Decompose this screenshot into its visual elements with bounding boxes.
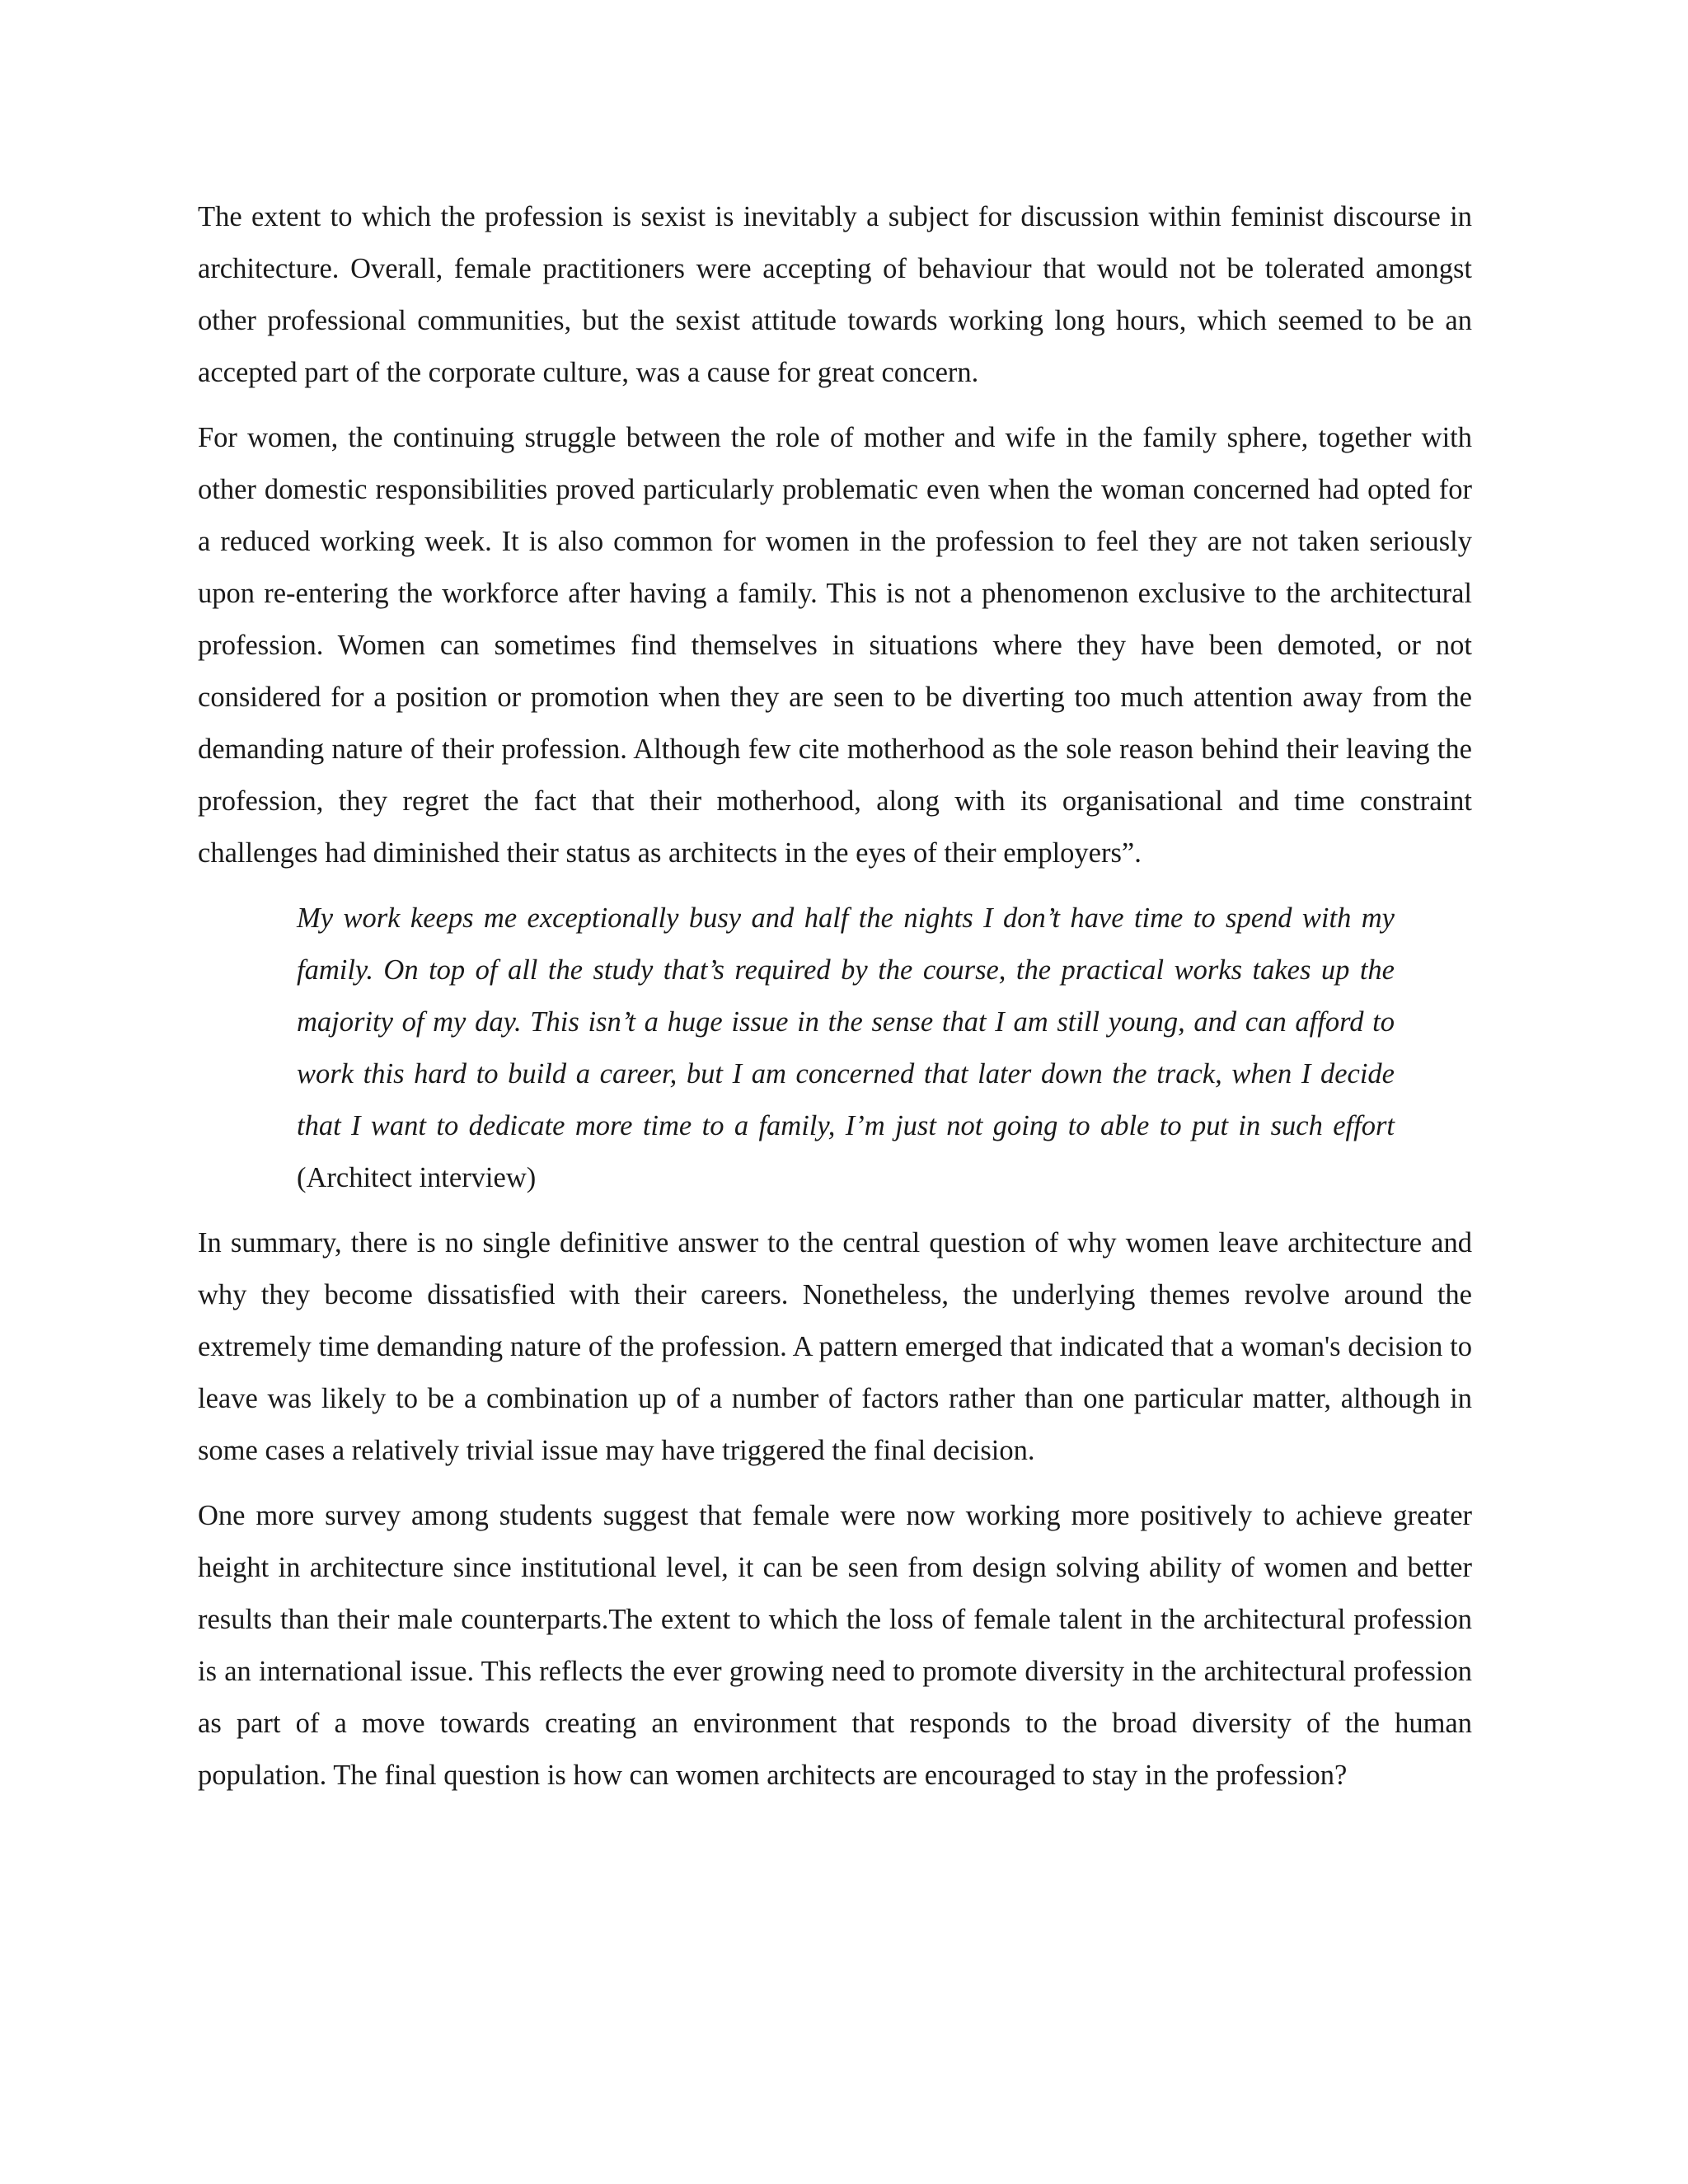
quote-text: My work keeps me exceptionally busy and half the nights I don’t have time to spend with my family. On top of all the study that’s required by the course, the practical works takes up the majority of my day. This isn’t a huge issue in the sense that I am still young, and can afford to work this hard to build a career, but I am concerned that later down the track, when I decide that I want to dedicate more time to a family, I’m just not going to able to put in such effort bbox=[297, 902, 1395, 1141]
quote-attribution: (Architect interview) bbox=[297, 1162, 537, 1193]
block-quote bbox=[198, 893, 1472, 1204]
paragraph-summary: In summary, there is no single definitive answer to the central question of why women leave architecture and why they become dissatisfied with their careers. Nonetheless, the underlying themes revolve around the extremely time demanding nature of the profession. A pattern emerged that indicated that a woman's decision to leave was likely to be a combination up of a number of factors rather than one particular matter, although in some cases a relatively trivial issue may have triggered the final decision. bbox=[198, 1227, 1472, 1466]
paragraph-motherhood: For women, the continuing struggle between the role of mother and wife in the family sphere, together with other domestic responsibilities proved particularly problematic even when the woman concerned had opted for a reduced working week. It is also common for women in the profession to feel they are not taken seriously upon re-entering the workforce after having a family. This is not a phenomenon exclusive to the architectural profession. Women can sometimes find themselves in situations where they have been demoted, or not considered for a position or promotion when they are seen to be diverting too much attention away from the demanding nature of their profession. Although few cite motherhood as the sole reason behind their leaving the profession, they regret the fact that their motherhood, along with its organisational and time constraint challenges had diminished their status as architects in the eyes of their employers”. bbox=[198, 422, 1472, 869]
paragraph-survey: One more survey among students suggest that female were now working more positively to achieve greater height in architecture since institutional level, it can be seen from design solving ability of women and better results than their male counterparts.The extent to which the loss of female talent in the architectural profession is an international issue. This reflects the ever growing need to promote diversity in the architectural profession as part of a move towards creating an environment that responds to the broad diversity of the human population. The final question is how can women architects are encouraged to stay in the profession? bbox=[198, 1500, 1472, 1791]
paragraph-sexism: The extent to which the profession is sexist is inevitably a subject for discussion within feminist discourse in architecture. Overall, female practitioners were accepting of behaviour that would not be tolerated amongst other professional communities, but the sexist attitude towards working long hours, which seemed to be an accepted part of the corporate culture, was a cause for great concern. bbox=[198, 201, 1472, 388]
document-body bbox=[198, 191, 1472, 1815]
